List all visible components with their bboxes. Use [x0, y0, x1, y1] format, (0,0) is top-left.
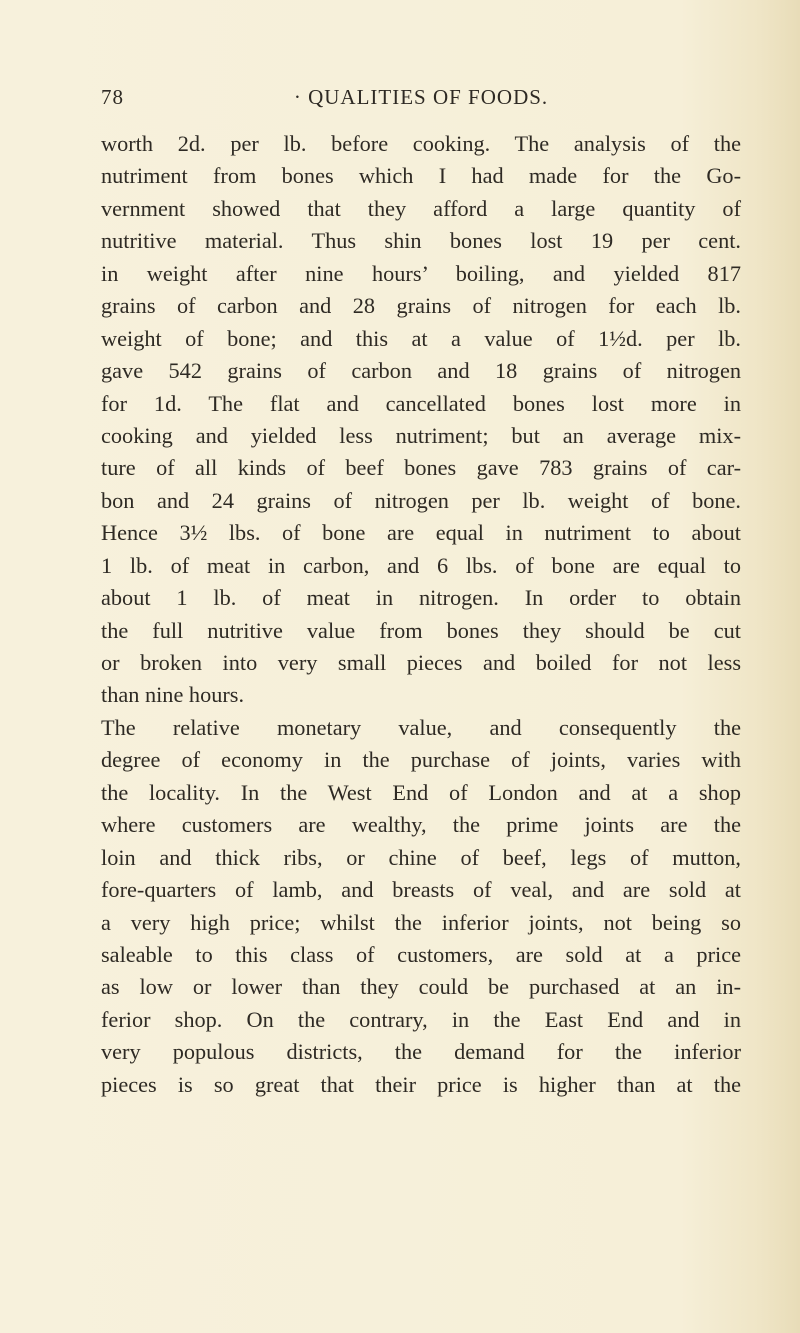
page-number: 78: [101, 85, 124, 109]
text-line: very populous districts, the demand for the inferior: [101, 1039, 741, 1065]
text-line: than nine hours.: [101, 682, 245, 708]
text-line: for 1d. The flat and cancellated bones lost more in: [101, 390, 741, 416]
running-head: · QUALITIES OF FOODS.: [293, 85, 549, 109]
text-line: nutriment from bones which I had made for the Go-: [101, 163, 741, 189]
page-header: [101, 85, 741, 113]
text-line: grains of carbon and 28 grains of nitrogen for each lb.: [101, 293, 741, 319]
text-line: vernment showed that they afford a large quantity of: [101, 195, 741, 221]
text-line: in weight after nine hours’ boiling, and yielded 817: [101, 260, 741, 286]
text-line: nutritive material. Thus shin bones lost 19 per cent.: [101, 228, 741, 254]
text-line: pieces is so great that their price is higher than at the: [101, 1071, 741, 1097]
text-line: cooking and yielded less nutriment; but an average mix-: [101, 422, 741, 448]
text-line: fore-quarters of lamb, and breasts of veal, and are sold at: [101, 877, 741, 903]
text-line: the locality. In the West End of London and at a shop: [101, 779, 741, 805]
text-line: worth 2d. per lb. before cooking. The analysis of the: [101, 131, 741, 156]
text-line: Hence 3½ lbs. of bone are equal in nutriment to about: [101, 520, 741, 546]
text-line: weight of bone; and this at a value of 1½d. per lb.: [101, 325, 741, 351]
text-line: gave 542 grains of carbon and 18 grains of nitrogen: [101, 358, 741, 384]
text-line: loin and thick ribs, or chine of beef, legs of mutton,: [101, 844, 741, 870]
text-line: as low or lower than they could be purchased at an in-: [101, 974, 741, 1000]
text-line: The relative monetary value, and consequently the: [101, 714, 741, 740]
text-line: or broken into very small pieces and boiled for not less: [101, 650, 741, 675]
text-line: the full nutritive value from bones they should be cut: [101, 617, 741, 643]
text-line: degree of economy in the purchase of joints, varies with: [101, 747, 741, 773]
body-text: [101, 128, 741, 1101]
text-line: about 1 lb. of meat in nitrogen. In order to obtain: [101, 585, 741, 611]
text-line: ture of all kinds of beef bones gave 783 grains of car-: [101, 455, 741, 481]
text-line: a very high price; whilst the inferior joints, not being so: [101, 909, 741, 935]
text-line: saleable to this class of customers, are sold at a price: [101, 941, 741, 967]
text-line: 1 lb. of meat in carbon, and 6 lbs. of bone are equal to: [101, 552, 741, 578]
text-line: bon and 24 grains of nitrogen per lb. weight of bone.: [101, 487, 741, 513]
text-line: ferior shop. On the contrary, in the East End and in: [101, 1006, 741, 1032]
text-line: where customers are wealthy, the prime joints are the: [101, 812, 741, 838]
